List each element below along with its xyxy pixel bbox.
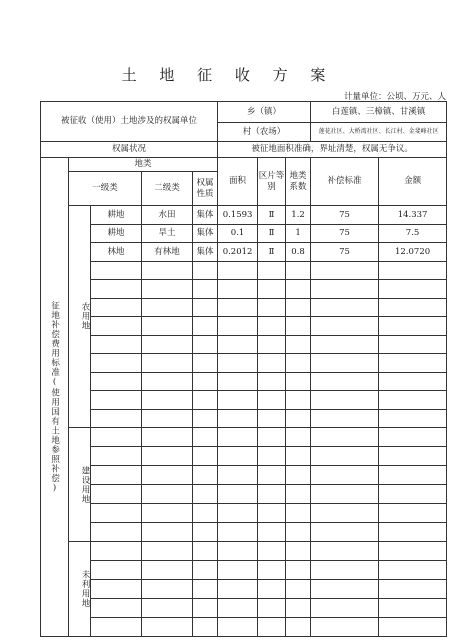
empty-cell bbox=[258, 504, 286, 523]
empty-cell bbox=[379, 542, 447, 561]
empty-cell bbox=[218, 466, 258, 485]
empty-cell bbox=[311, 335, 379, 354]
empty-cell bbox=[91, 542, 142, 561]
side-label-cell: 征地补偿费用标准(使用国有土地参照补偿) bbox=[41, 158, 69, 637]
empty-cell bbox=[91, 485, 142, 504]
cell-standard: 75 bbox=[311, 243, 379, 262]
empty-cell bbox=[379, 580, 447, 599]
cell-area: 0.1593 bbox=[218, 206, 258, 225]
empty-cell bbox=[193, 599, 218, 618]
empty-cell bbox=[218, 391, 258, 410]
empty-cell bbox=[379, 261, 447, 280]
empty-cell bbox=[311, 523, 379, 542]
empty-cell bbox=[379, 504, 447, 523]
empty-cell bbox=[286, 561, 311, 580]
cell-zone: Ⅱ bbox=[258, 224, 286, 243]
empty-cell bbox=[193, 580, 218, 599]
empty-cell bbox=[218, 485, 258, 504]
empty-cell bbox=[286, 335, 311, 354]
empty-cell bbox=[91, 409, 142, 428]
empty-cell bbox=[193, 335, 218, 354]
empty-cell bbox=[311, 580, 379, 599]
cell-coef: 1.2 bbox=[286, 206, 311, 225]
cell-area: 0.2012 bbox=[218, 243, 258, 262]
empty-cell bbox=[311, 391, 379, 410]
empty-cell bbox=[311, 298, 379, 317]
empty-cell bbox=[258, 447, 286, 466]
empty-cell bbox=[193, 485, 218, 504]
empty-cell bbox=[193, 409, 218, 428]
category-construct: 建设用地 bbox=[69, 428, 91, 542]
table-row bbox=[41, 561, 447, 580]
empty-cell bbox=[258, 542, 286, 561]
empty-cell bbox=[258, 372, 286, 391]
table-row bbox=[41, 466, 447, 485]
empty-cell bbox=[286, 391, 311, 410]
cell-zone: Ⅱ bbox=[258, 243, 286, 262]
cell-zone: Ⅱ bbox=[258, 206, 286, 225]
empty-cell bbox=[286, 504, 311, 523]
empty-cell bbox=[142, 298, 193, 317]
empty-cell bbox=[286, 523, 311, 542]
empty-cell bbox=[218, 261, 258, 280]
empty-cell bbox=[379, 391, 447, 410]
table-row bbox=[41, 447, 447, 466]
empty-cell bbox=[379, 317, 447, 336]
empty-cell bbox=[379, 485, 447, 504]
empty-cell bbox=[286, 298, 311, 317]
cell-ownership: 集体 bbox=[193, 243, 218, 262]
empty-cell bbox=[193, 447, 218, 466]
empty-cell bbox=[91, 504, 142, 523]
empty-cell bbox=[218, 599, 258, 618]
empty-cell bbox=[311, 561, 379, 580]
empty-cell bbox=[379, 280, 447, 299]
cell-amount: 12.0720 bbox=[379, 243, 447, 262]
township-label-cell: 乡（镇） bbox=[218, 102, 311, 123]
table-row bbox=[41, 523, 447, 542]
empty-cell bbox=[218, 354, 258, 373]
table-row bbox=[41, 372, 447, 391]
empty-cell bbox=[286, 280, 311, 299]
empty-cell bbox=[258, 335, 286, 354]
empty-cell bbox=[142, 447, 193, 466]
empty-cell bbox=[193, 280, 218, 299]
empty-cell bbox=[142, 391, 193, 410]
empty-cell bbox=[311, 447, 379, 466]
cell-level1: 耕地 bbox=[91, 206, 142, 225]
empty-cell bbox=[379, 354, 447, 373]
empty-cell bbox=[286, 261, 311, 280]
empty-cell bbox=[91, 317, 142, 336]
empty-cell bbox=[193, 391, 218, 410]
empty-cell bbox=[379, 298, 447, 317]
empty-cell bbox=[91, 261, 142, 280]
empty-cell bbox=[311, 354, 379, 373]
empty-cell bbox=[142, 335, 193, 354]
empty-cell bbox=[218, 504, 258, 523]
empty-cell bbox=[258, 317, 286, 336]
empty-cell bbox=[91, 618, 142, 637]
cell-coef: 0.8 bbox=[286, 243, 311, 262]
empty-cell bbox=[286, 580, 311, 599]
header-level2: 二级类 bbox=[142, 172, 193, 206]
empty-cell bbox=[311, 428, 379, 447]
empty-cell bbox=[379, 466, 447, 485]
empty-cell bbox=[311, 466, 379, 485]
empty-cell bbox=[91, 599, 142, 618]
empty-cell bbox=[91, 428, 142, 447]
empty-cell bbox=[286, 428, 311, 447]
empty-cell bbox=[286, 354, 311, 373]
table-row bbox=[41, 261, 447, 280]
status-label-cell: 权属状况 bbox=[41, 142, 218, 158]
empty-cell bbox=[218, 428, 258, 447]
cell-amount: 7.5 bbox=[379, 224, 447, 243]
empty-cell bbox=[91, 280, 142, 299]
empty-cell bbox=[286, 542, 311, 561]
empty-cell bbox=[258, 485, 286, 504]
cell-level2: 水田 bbox=[142, 206, 193, 225]
empty-cell bbox=[142, 485, 193, 504]
empty-cell bbox=[379, 618, 447, 637]
table-row bbox=[41, 224, 447, 243]
empty-cell bbox=[286, 409, 311, 428]
empty-cell bbox=[193, 261, 218, 280]
empty-cell bbox=[218, 580, 258, 599]
unit-note: 计量单位：公顷、万元、人 bbox=[343, 92, 446, 102]
header-zone: 区片等别 bbox=[258, 158, 286, 206]
empty-cell bbox=[311, 317, 379, 336]
empty-cell bbox=[258, 409, 286, 428]
empty-cell bbox=[286, 485, 311, 504]
table-row bbox=[41, 317, 447, 336]
empty-cell bbox=[311, 261, 379, 280]
table-row bbox=[41, 243, 447, 262]
empty-cell bbox=[142, 354, 193, 373]
land-requisition-table bbox=[40, 101, 447, 637]
empty-cell bbox=[218, 447, 258, 466]
table-row bbox=[41, 428, 447, 447]
empty-cell bbox=[379, 561, 447, 580]
empty-cell bbox=[258, 561, 286, 580]
cell-level2: 有林地 bbox=[142, 243, 193, 262]
table-row bbox=[41, 298, 447, 317]
empty-cell bbox=[193, 504, 218, 523]
table-row bbox=[41, 206, 447, 225]
empty-cell bbox=[311, 618, 379, 637]
empty-cell bbox=[258, 523, 286, 542]
cell-coef: 1 bbox=[286, 224, 311, 243]
empty-cell bbox=[142, 372, 193, 391]
empty-cell bbox=[91, 580, 142, 599]
empty-cell bbox=[142, 580, 193, 599]
empty-cell bbox=[91, 354, 142, 373]
owner-label-cell: 被征收（使用）土地涉及的权属单位 bbox=[41, 102, 218, 142]
township-value-cell: 白莲镇、三樟镇、甘溪镇 bbox=[311, 102, 447, 123]
empty-cell bbox=[193, 317, 218, 336]
cell-standard: 75 bbox=[311, 206, 379, 225]
table-row bbox=[41, 280, 447, 299]
table-row bbox=[41, 391, 447, 410]
empty-cell bbox=[258, 354, 286, 373]
header-area: 面积 bbox=[218, 158, 258, 206]
empty-cell bbox=[142, 523, 193, 542]
empty-cell bbox=[379, 428, 447, 447]
cell-level2: 旱土 bbox=[142, 224, 193, 243]
empty-cell bbox=[258, 618, 286, 637]
empty-cell bbox=[218, 542, 258, 561]
empty-cell bbox=[142, 428, 193, 447]
header-standard: 补偿标准 bbox=[311, 158, 379, 206]
cell-ownership: 集体 bbox=[193, 224, 218, 243]
empty-cell bbox=[379, 599, 447, 618]
empty-cell bbox=[142, 261, 193, 280]
table-row bbox=[41, 354, 447, 373]
empty-cell bbox=[258, 428, 286, 447]
empty-cell bbox=[258, 280, 286, 299]
empty-cell bbox=[258, 261, 286, 280]
empty-cell bbox=[286, 447, 311, 466]
empty-cell bbox=[91, 447, 142, 466]
empty-cell bbox=[142, 280, 193, 299]
empty-cell bbox=[218, 618, 258, 637]
cell-level1: 林地 bbox=[91, 243, 142, 262]
table-row bbox=[41, 504, 447, 523]
empty-cell bbox=[142, 504, 193, 523]
empty-cell bbox=[218, 317, 258, 336]
empty-cell bbox=[286, 599, 311, 618]
empty-cell bbox=[311, 504, 379, 523]
empty-cell bbox=[311, 280, 379, 299]
header-ownership: 权属性质 bbox=[193, 172, 218, 206]
empty-cell bbox=[193, 618, 218, 637]
empty-cell bbox=[286, 618, 311, 637]
empty-cell bbox=[142, 466, 193, 485]
empty-cell bbox=[311, 599, 379, 618]
header-coef: 地类系数 bbox=[286, 158, 311, 206]
table-row bbox=[41, 542, 447, 561]
empty-cell bbox=[193, 372, 218, 391]
empty-cell bbox=[379, 409, 447, 428]
table-row bbox=[41, 485, 447, 504]
empty-cell bbox=[193, 354, 218, 373]
village-value-cell: 莲花社区、大桥湾社区、长江村、金斐峰社区 bbox=[311, 123, 447, 142]
empty-cell bbox=[218, 280, 258, 299]
table-row bbox=[41, 618, 447, 637]
empty-cell bbox=[218, 561, 258, 580]
table-row bbox=[41, 409, 447, 428]
empty-cell bbox=[258, 391, 286, 410]
empty-cell bbox=[311, 409, 379, 428]
empty-cell bbox=[193, 523, 218, 542]
cell-area: 0.1 bbox=[218, 224, 258, 243]
empty-cell bbox=[379, 372, 447, 391]
cell-ownership: 集体 bbox=[193, 206, 218, 225]
empty-cell bbox=[379, 447, 447, 466]
header-land-type: 地类 bbox=[69, 158, 218, 172]
empty-cell bbox=[258, 580, 286, 599]
empty-cell bbox=[286, 317, 311, 336]
status-value-cell: 被征地面积准确，界址清楚，权属无争议。 bbox=[218, 142, 447, 158]
table-row bbox=[41, 599, 447, 618]
empty-cell bbox=[311, 485, 379, 504]
empty-cell bbox=[91, 561, 142, 580]
empty-cell bbox=[91, 298, 142, 317]
empty-cell bbox=[91, 523, 142, 542]
empty-cell bbox=[142, 409, 193, 428]
category-agri: 农用地 bbox=[69, 206, 91, 428]
empty-cell bbox=[91, 335, 142, 354]
cell-amount: 14.337 bbox=[379, 206, 447, 225]
empty-cell bbox=[379, 523, 447, 542]
empty-cell bbox=[218, 523, 258, 542]
cell-standard: 75 bbox=[311, 224, 379, 243]
empty-cell bbox=[193, 561, 218, 580]
empty-cell bbox=[218, 335, 258, 354]
cell-level1: 耕地 bbox=[91, 224, 142, 243]
empty-cell bbox=[286, 466, 311, 485]
empty-cell bbox=[218, 298, 258, 317]
empty-cell bbox=[218, 409, 258, 428]
empty-cell bbox=[142, 618, 193, 637]
empty-cell bbox=[91, 372, 142, 391]
empty-cell bbox=[193, 542, 218, 561]
empty-cell bbox=[193, 298, 218, 317]
empty-cell bbox=[311, 372, 379, 391]
header-amount: 金额 bbox=[379, 158, 447, 206]
category-unused: 未利用地 bbox=[69, 542, 91, 637]
table-row bbox=[41, 335, 447, 354]
empty-cell bbox=[258, 466, 286, 485]
document-title: 土 地 征 收 方 案 bbox=[121, 66, 335, 84]
empty-cell bbox=[91, 466, 142, 485]
empty-cell bbox=[142, 317, 193, 336]
empty-cell bbox=[142, 599, 193, 618]
empty-cell bbox=[218, 372, 258, 391]
empty-cell bbox=[258, 599, 286, 618]
empty-cell bbox=[142, 561, 193, 580]
empty-cell bbox=[193, 466, 218, 485]
empty-cell bbox=[286, 372, 311, 391]
empty-cell bbox=[142, 542, 193, 561]
empty-cell bbox=[311, 542, 379, 561]
empty-cell bbox=[91, 391, 142, 410]
empty-cell bbox=[379, 335, 447, 354]
empty-cell bbox=[193, 428, 218, 447]
header-level1: 一级类 bbox=[69, 172, 142, 206]
empty-cell bbox=[258, 298, 286, 317]
village-label-cell: 村（农场） bbox=[218, 123, 311, 142]
table-row bbox=[41, 580, 447, 599]
